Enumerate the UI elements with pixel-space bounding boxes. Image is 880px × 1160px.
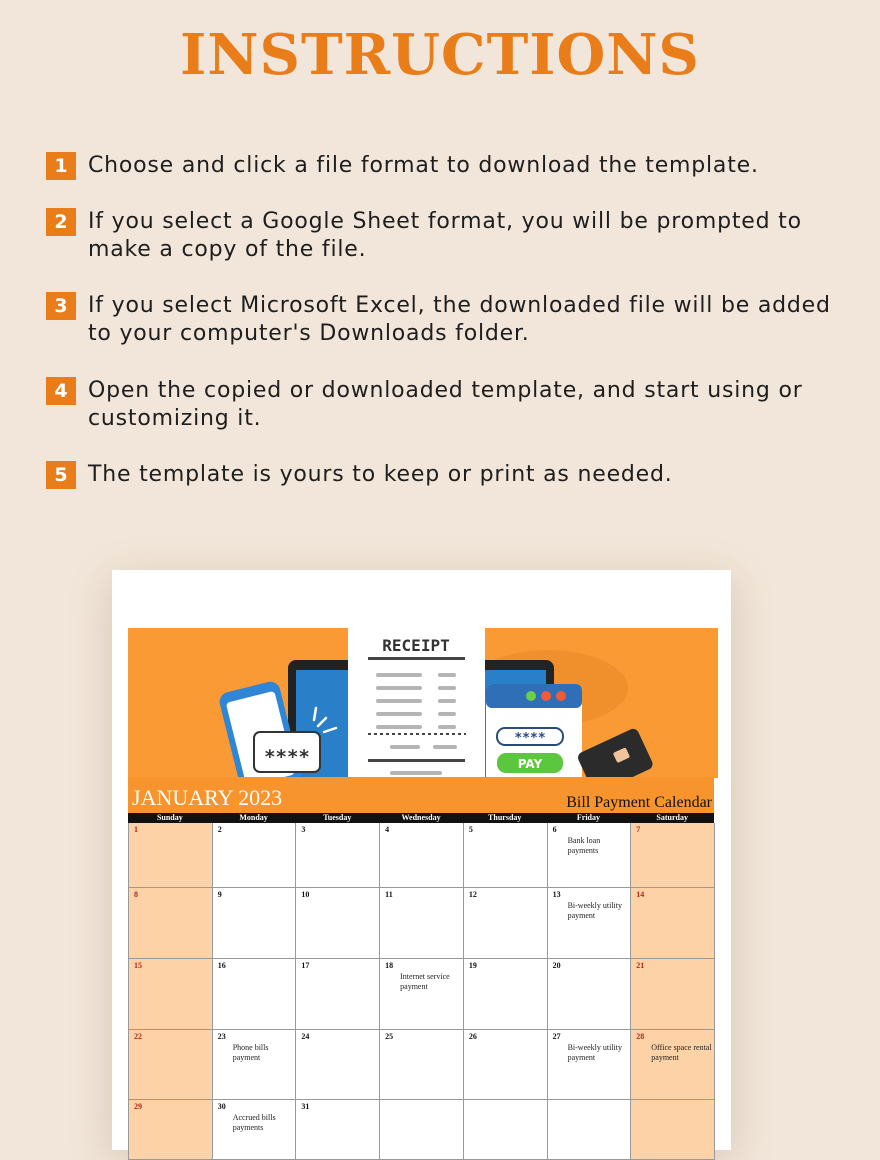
day-number: 16 xyxy=(217,961,226,970)
day-number: 12 xyxy=(468,890,477,899)
calendar-day-cell xyxy=(631,888,715,959)
step-text: Choose and click a file format to download the template. xyxy=(88,153,759,178)
calendar-day-cell xyxy=(213,959,297,1030)
calendar-header xyxy=(128,777,714,813)
calendar-day-cell xyxy=(464,823,548,888)
calendar-day-cell xyxy=(213,823,297,888)
step-text: If you select Microsoft Excel, the downloaded file will be added to your computer's Downloads folder. xyxy=(88,293,831,346)
calendar-day-cell xyxy=(296,888,380,959)
instruction-step xyxy=(46,152,846,208)
day-number: 9 xyxy=(217,890,222,899)
day-number: 7 xyxy=(636,825,641,834)
step-text: The template is yours to keep or print as needed. xyxy=(88,462,673,487)
day-number: 11 xyxy=(385,890,393,899)
bill-note: Office space rental payment xyxy=(651,1043,712,1062)
day-number: 30 xyxy=(217,1102,226,1111)
step-number-badge: 2 xyxy=(46,208,76,236)
calendar-day-cell xyxy=(631,1100,715,1160)
day-number: 26 xyxy=(468,1032,477,1041)
day-number: 19 xyxy=(468,961,477,970)
calendar-day-cell xyxy=(380,888,464,959)
calendar-day-cell xyxy=(380,1030,464,1100)
calendar-day-cell xyxy=(129,1030,213,1100)
weekday-label: Thursday xyxy=(488,813,522,822)
step-text: Open the copied or downloaded template, and start using or customizing it. xyxy=(88,378,803,431)
instruction-step xyxy=(46,377,846,461)
banner-illustration xyxy=(128,628,718,778)
calendar-day-cell xyxy=(464,1030,548,1100)
bill-note: Phone bills payment xyxy=(232,1043,269,1062)
calendar-day-cell xyxy=(380,1100,464,1160)
bill-note: Bi-weekly utility payment xyxy=(567,901,622,920)
day-number: 22 xyxy=(134,1032,142,1041)
day-number: 21 xyxy=(636,961,645,970)
receipt-label: RECEIPT xyxy=(382,636,450,655)
calendar-day-cell xyxy=(464,959,548,1030)
day-number: 27 xyxy=(552,1032,561,1041)
day-number: 13 xyxy=(552,890,561,899)
calendar-day-cell xyxy=(380,959,464,1030)
calendar-day-cell xyxy=(548,1100,632,1160)
weekday-label: Wednesday xyxy=(401,813,441,822)
instruction-step xyxy=(46,292,846,377)
day-number: 28 xyxy=(636,1032,645,1041)
day-number: 4 xyxy=(385,825,390,834)
day-number: 24 xyxy=(301,1032,310,1041)
calendar-day-cell xyxy=(548,1030,632,1100)
calendar-title: Bill Payment Calendar xyxy=(566,794,712,811)
day-number: 29 xyxy=(134,1102,142,1111)
day-number: 14 xyxy=(636,890,645,899)
pin-right-text: **** xyxy=(514,731,546,746)
calendar-day-cell xyxy=(296,959,380,1030)
day-number: 3 xyxy=(301,825,306,834)
calendar-day-cell xyxy=(213,888,297,959)
calendar-day-cell xyxy=(296,823,380,888)
bill-note: Accrued bills payments xyxy=(232,1113,276,1132)
calendar-day-cell xyxy=(631,959,715,1030)
step-number-badge: 4 xyxy=(46,377,76,405)
calendar-day-cell xyxy=(380,823,464,888)
day-number: 15 xyxy=(134,961,142,970)
calendar-day-cell xyxy=(631,1030,715,1100)
calendar-day-cell xyxy=(213,1030,297,1100)
calendar-day-cell xyxy=(548,959,632,1030)
day-number: 31 xyxy=(301,1102,310,1111)
calendar-day-cell xyxy=(129,888,213,959)
day-number: 20 xyxy=(552,961,561,970)
calendar-month: JANUARY 2023 xyxy=(132,785,283,810)
calendar-day-cell xyxy=(548,823,632,888)
bill-payment-illustration xyxy=(128,628,718,778)
calendar-day-cell xyxy=(129,1100,213,1160)
instruction-step xyxy=(46,461,846,501)
pin-left-text: **** xyxy=(264,746,310,768)
day-number: 5 xyxy=(468,825,473,834)
day-number: 23 xyxy=(217,1032,226,1041)
calendar-day-cell xyxy=(213,1100,297,1160)
instruction-list xyxy=(46,152,846,501)
step-number-badge: 3 xyxy=(46,292,76,320)
calendar-day-cell xyxy=(296,1100,380,1160)
day-number: 6 xyxy=(552,825,557,834)
instruction-step xyxy=(46,208,846,292)
weekday-label: Monday xyxy=(239,813,268,822)
day-number: 2 xyxy=(217,825,222,834)
bill-note: Bank loan payments xyxy=(567,836,601,855)
bill-note: Bi-weekly utility payment xyxy=(567,1043,622,1062)
day-number: 18 xyxy=(385,961,394,970)
template-preview xyxy=(112,570,731,1150)
calendar-day-cell xyxy=(129,959,213,1030)
day-number: 1 xyxy=(134,825,138,834)
weekday-label: Tuesday xyxy=(323,813,352,822)
weekday-label: Sunday xyxy=(156,813,183,822)
step-text: If you select a Google Sheet format, you will be prompted to make a copy of the file. xyxy=(88,209,802,262)
day-number: 25 xyxy=(385,1032,394,1041)
day-number: 10 xyxy=(301,890,310,899)
calendar-day-cell xyxy=(464,888,548,959)
calendar-day-cell xyxy=(548,888,632,959)
pay-button-text: PAY xyxy=(517,757,543,771)
page-title: INSTRUCTIONS xyxy=(180,22,700,88)
weekday-label: Saturday xyxy=(656,813,688,822)
step-number-badge: 5 xyxy=(46,461,76,489)
calendar-grid xyxy=(128,823,715,1160)
weekday-label: Friday xyxy=(576,813,600,822)
day-number: 8 xyxy=(134,890,138,899)
calendar-day-cell xyxy=(296,1030,380,1100)
calendar-day-cell xyxy=(129,823,213,888)
weekday-header-row xyxy=(128,813,714,823)
calendar-day-cell xyxy=(631,823,715,888)
step-number-badge: 1 xyxy=(46,152,76,180)
bill-note: Internet service payment xyxy=(400,972,450,991)
day-number: 17 xyxy=(301,961,310,970)
calendar-day-cell xyxy=(464,1100,548,1160)
